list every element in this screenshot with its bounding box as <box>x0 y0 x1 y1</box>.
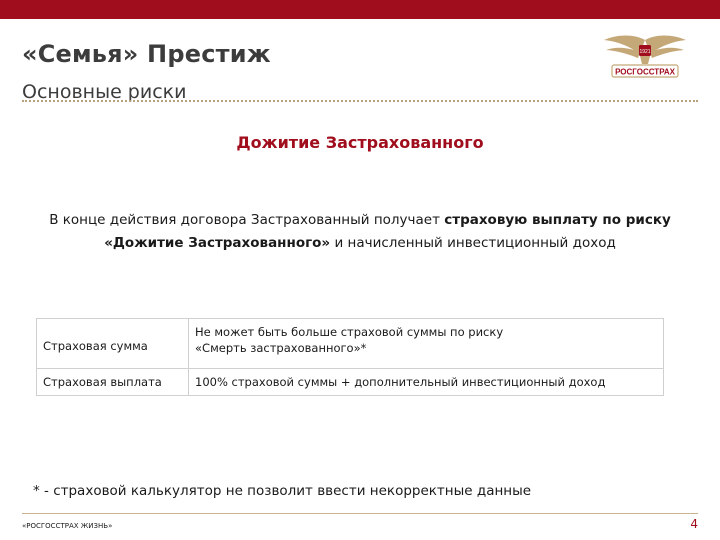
intro-bold2: «Дожитие Застрахованного» <box>104 235 331 251</box>
table-value-line: «Смерть застрахованного»* <box>195 341 367 355</box>
footer-divider <box>22 513 698 514</box>
intro-part2: и начисленный инвестиционный доход <box>330 235 616 251</box>
header-divider <box>22 100 698 102</box>
logo-emblem-text: 1921 <box>639 49 651 55</box>
table-row-value <box>189 319 664 369</box>
section-heading: Дожитие Застрахованного <box>236 133 484 152</box>
intro-bold1: страховую выплату по риску <box>444 212 671 228</box>
table-row-label: Страховая сумма <box>37 319 189 369</box>
logo-text: РОСГОССТРАХ <box>615 67 675 77</box>
table-row-label: Страховая выплата <box>37 369 189 396</box>
table-row <box>37 319 664 369</box>
table-row-value: 100% страховой суммы + дополнительный инвестиционный доход <box>189 369 664 396</box>
risk-table <box>36 318 664 396</box>
table-value-line: Не может быть больше страховой суммы по риску <box>195 325 504 339</box>
intro-part1: В конце действия договора Застрахованный получает <box>49 212 445 228</box>
footer-company: «РОСГОССТРАХ ЖИЗНЬ» <box>22 522 113 530</box>
slide-subtitle: Основные риски <box>22 81 187 103</box>
intro-text <box>20 209 700 255</box>
slide-title: «Семья» Престиж <box>22 40 271 68</box>
top-brand-bar <box>0 0 720 19</box>
rosgosstrakh-logo <box>596 30 694 82</box>
page-number: 4 <box>690 517 698 531</box>
table-row <box>37 369 664 396</box>
footnote: * - страховой калькулятор не позволит ввести некорректные данные <box>33 483 532 499</box>
